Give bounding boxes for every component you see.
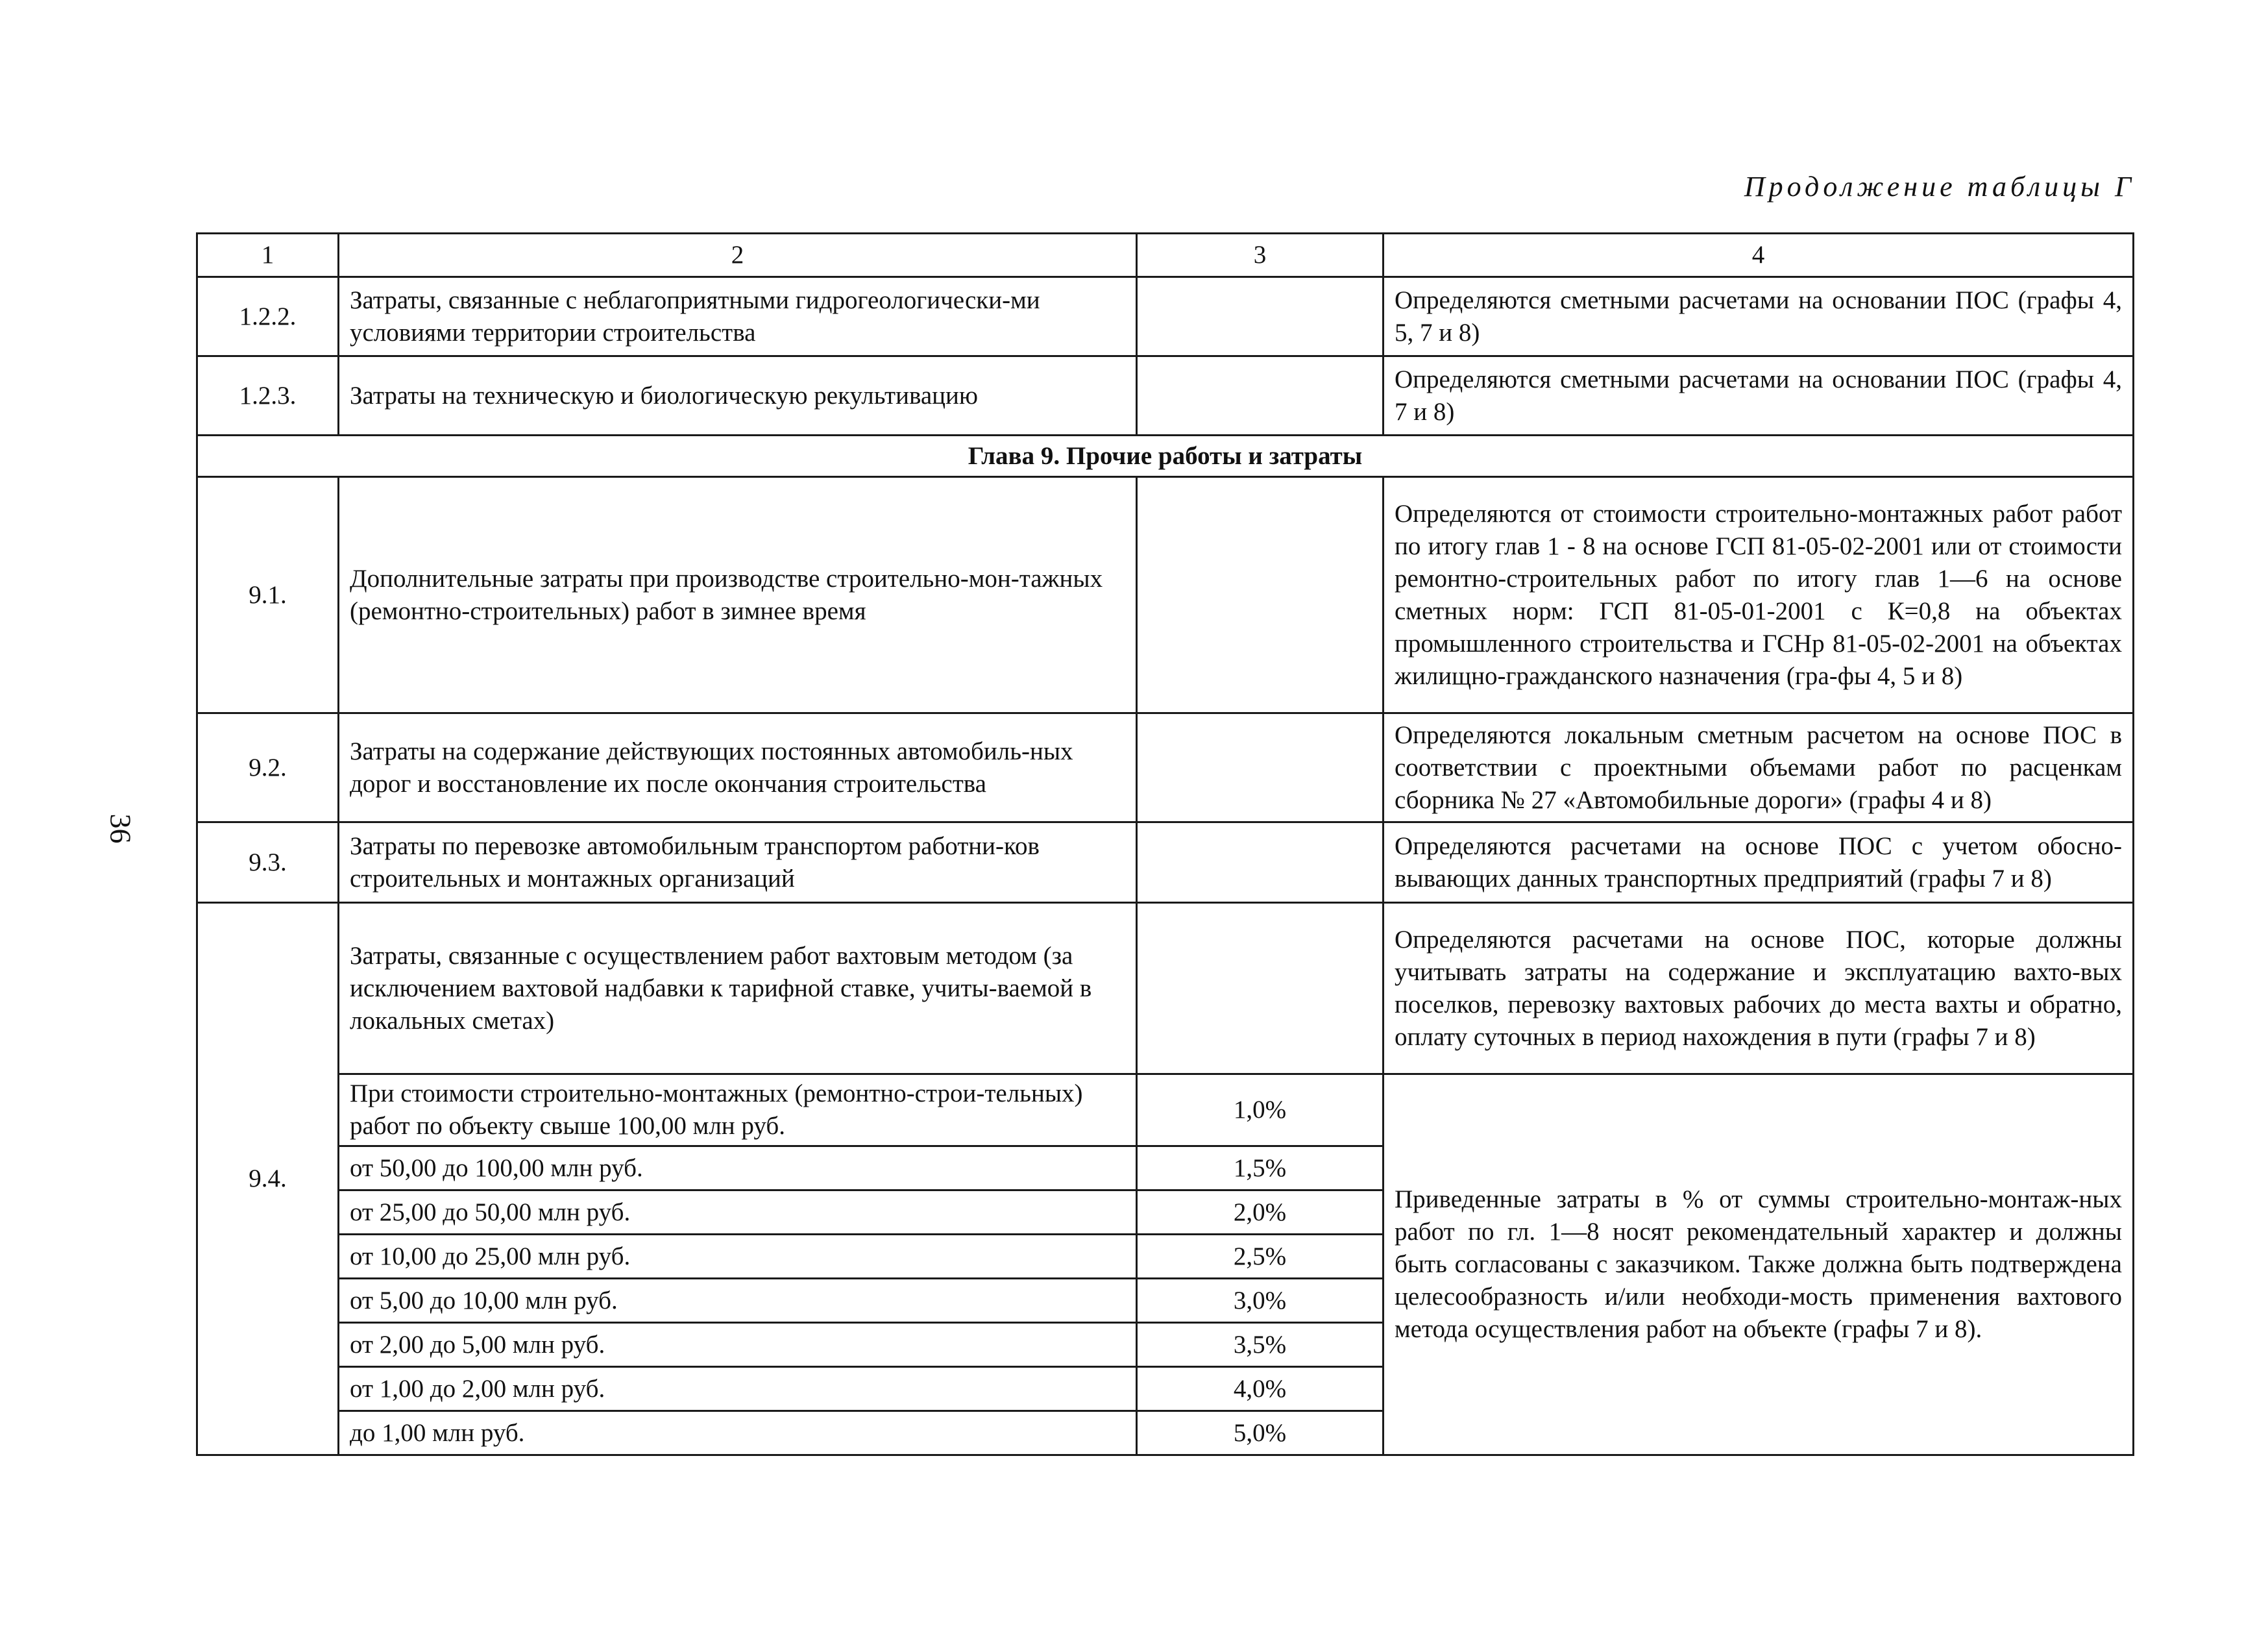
column-number: 1 [197, 234, 339, 277]
chapter-title: Глава 9. Прочие работы и затраты [197, 436, 2134, 477]
rate-value: 5,0% [1137, 1411, 1384, 1455]
row-note: Определяются от стоимости строительно-монтажных работ работ по итогу глав 1 - 8 на основе ГСП 81-05-02-2001 или от стоимости ремонтно-строительных работ по итогу глав 1—6 на основе сметных норм: ГСП 81-05-01-2001 с К=0,8 на объектах промышленного строительства и ГСНр 81-05-02-2001 на объектах жилищно-гражданского назначения (гра-фы 4, 5 и 8) [1384, 477, 2134, 713]
row-number: 1.2.2. [197, 277, 339, 356]
row-value [1137, 356, 1384, 436]
column-number-row [197, 234, 2134, 277]
rate-value: 2,5% [1137, 1235, 1384, 1279]
table-row [197, 822, 2134, 903]
rate-value: 1,0% [1137, 1074, 1384, 1146]
rate-label: от 5,00 до 10,00 млн руб. [339, 1279, 1137, 1323]
rate-row [197, 1074, 2134, 1146]
table-caption: Продолжение таблицы Г [1744, 171, 2135, 203]
row-note: Определяются расчетами на основе ПОС, которые должны учитывать затраты на содержание и эксплуатацию вахто-вых поселков, перевозку вахтовых рабочих до места вахты и обратно, оплату суточных в период нахождения в пути (графы 7 и 8) [1384, 903, 2134, 1074]
rate-label: При стоимости строительно-монтажных (ремонтно-строи-тельных) работ по объекту свыше 100,00 млн руб. [339, 1074, 1137, 1146]
table-row [197, 903, 2134, 1074]
column-number: 2 [339, 234, 1137, 277]
row-note: Определяются сметными расчетами на основании ПОС (графы 4, 5, 7 и 8) [1384, 277, 2134, 356]
rate-label: до 1,00 млн руб. [339, 1411, 1137, 1455]
rate-label: от 10,00 до 25,00 млн руб. [339, 1235, 1137, 1279]
row-name: Затраты на техническую и биологическую рекультивацию [339, 356, 1137, 436]
column-number: 3 [1137, 234, 1384, 277]
row-number: 9.1. [197, 477, 339, 713]
row-value [1137, 277, 1384, 356]
row-value [1137, 822, 1384, 903]
row-name: Затраты, связанные с неблагоприятными гидрогеологически-ми условиями территории строительства [339, 277, 1137, 356]
rate-value: 3,0% [1137, 1279, 1384, 1323]
page-number: 36 [104, 813, 138, 844]
row-name: Дополнительные затраты при производстве строительно-мон-тажных (ремонтно-строительных) работ в зимнее время [339, 477, 1137, 713]
row-number: 9.3. [197, 822, 339, 903]
row-name: Затраты по перевозке автомобильным транспортом работни-ков строительных и монтажных организаций [339, 822, 1137, 903]
rate-value: 4,0% [1137, 1367, 1384, 1411]
cost-table [196, 232, 2134, 1456]
row-number: 1.2.3. [197, 356, 339, 436]
rate-value: 2,0% [1137, 1190, 1384, 1235]
column-number: 4 [1384, 234, 2134, 277]
row-name: Затраты на содержание действующих постоянных автомобиль-ных дорог и восстановление их после окончания строительства [339, 713, 1137, 822]
table-row [197, 477, 2134, 713]
table-row [197, 277, 2134, 356]
rate-label: от 1,00 до 2,00 млн руб. [339, 1367, 1137, 1411]
chapter-row [197, 436, 2134, 477]
row-number: 9.2. [197, 713, 339, 822]
row-value [1137, 713, 1384, 822]
table-row [197, 356, 2134, 436]
row-note: Определяются локальным сметным расчетом на основе ПОС в соответствии с проектными объемами работ по расценкам сборника № 27 «Автомобильные дороги» (графы 4 и 8) [1384, 713, 2134, 822]
row-number: 9.4. [197, 903, 339, 1455]
row-note: Определяются сметными расчетами на основании ПОС (графы 4, 7 и 8) [1384, 356, 2134, 436]
row-value [1137, 477, 1384, 713]
rate-value: 1,5% [1137, 1146, 1384, 1190]
rate-value: 3,5% [1137, 1323, 1384, 1367]
row-name: Затраты, связанные с осуществлением работ вахтовым методом (за исключением вахтовой надбавки к тарифной ставке, учиты-ваемой в локальных сметах) [339, 903, 1137, 1074]
rate-label: от 50,00 до 100,00 млн руб. [339, 1146, 1137, 1190]
row-note: Определяются расчетами на основе ПОС с учетом обосно-вывающих данных транспортных предприятий (графы 7 и 8) [1384, 822, 2134, 903]
rate-note: Приведенные затраты в % от суммы строительно-монтаж-ных работ по гл. 1—8 носят рекомендательный характер и должны быть согласованы с заказчиком. Также должна быть подтверждена целесообразность и/или необходи-мость применения вахтового метода осуществления работ на объекте (графы 7 и 8). [1384, 1074, 2134, 1455]
row-value [1137, 903, 1384, 1074]
table-row [197, 713, 2134, 822]
rate-label: от 25,00 до 50,00 млн руб. [339, 1190, 1137, 1235]
rate-label: от 2,00 до 5,00 млн руб. [339, 1323, 1137, 1367]
